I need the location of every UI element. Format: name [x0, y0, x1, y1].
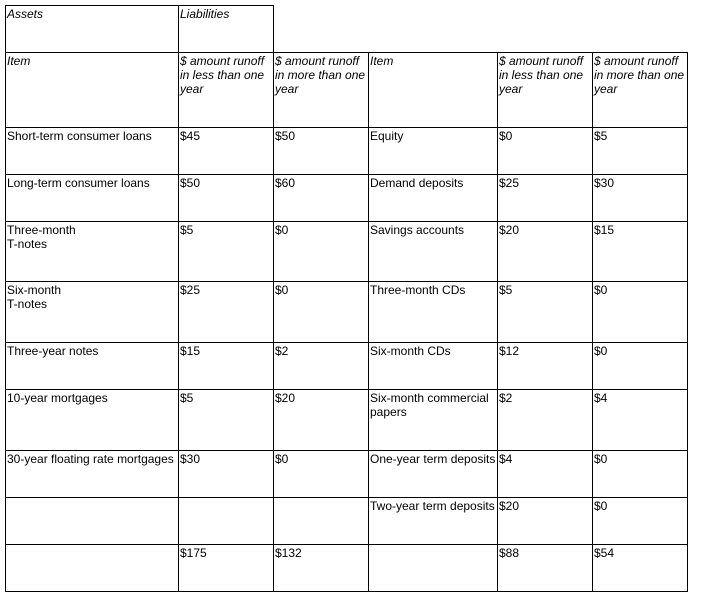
- asset-runoff-less-cell: $45: [178, 127, 274, 175]
- liab-runoff-more-cell: $0: [592, 342, 688, 390]
- liab-item-cell: Demand deposits: [368, 174, 498, 222]
- header-liab-item: Item: [368, 52, 498, 128]
- liab-runoff-less-cell: $4: [497, 450, 593, 498]
- liab-item-cell: [368, 544, 498, 592]
- asset-runoff-more-cell: [273, 497, 369, 545]
- liab-item-cell: Six-month commercial papers: [368, 389, 498, 451]
- header-liab-runoff-less: $ amount runoff in less than one year: [497, 52, 593, 128]
- liab-runoff-less-cell: $2: [497, 389, 593, 451]
- asset-item-cell: Three-month T-notes: [5, 221, 179, 282]
- asset-runoff-more-cell: $50: [273, 127, 369, 175]
- asset-item-cell: Six-month T-notes: [5, 281, 179, 343]
- asset-runoff-less-cell: $30: [178, 450, 274, 498]
- liab-runoff-more-cell: $0: [592, 281, 688, 343]
- asset-runoff-more-cell: $0: [273, 450, 369, 498]
- asset-runoff-more-cell: $60: [273, 174, 369, 222]
- asset-runoff-less-cell: $175: [178, 544, 274, 592]
- asset-runoff-more-cell: $0: [273, 221, 369, 282]
- header-asset-item: Item: [5, 52, 179, 128]
- liab-runoff-less-cell: $0: [497, 127, 593, 175]
- asset-item-cell: [5, 497, 179, 545]
- liab-item-cell: Two-year term deposits: [368, 497, 498, 545]
- asset-runoff-more-cell: $0: [273, 281, 369, 343]
- asset-item-cell: Short-term consumer loans: [5, 127, 179, 175]
- liab-item-cell: Six-month CDs: [368, 342, 498, 390]
- liab-runoff-more-cell: $15: [592, 221, 688, 282]
- liab-runoff-more-cell: $4: [592, 389, 688, 451]
- liab-item-cell: One-year term deposits: [368, 450, 498, 498]
- liab-runoff-less-cell: $20: [497, 497, 593, 545]
- asset-item-cell: Three-year notes: [5, 342, 179, 390]
- header-liab-runoff-more: $ amount runoff in more than one year: [592, 52, 688, 128]
- asset-runoff-less-cell: $15: [178, 342, 274, 390]
- liab-runoff-more-cell: $30: [592, 174, 688, 222]
- header-asset-runoff-less: $ amount runoff in less than one year: [178, 52, 274, 128]
- asset-runoff-more-cell: $132: [273, 544, 369, 592]
- liab-runoff-less-cell: $25: [497, 174, 593, 222]
- liab-runoff-less-cell: $5: [497, 281, 593, 343]
- liab-runoff-less-cell: $12: [497, 342, 593, 390]
- liab-item-cell: Three-month CDs: [368, 281, 498, 343]
- liab-runoff-more-cell: $5: [592, 127, 688, 175]
- asset-item-cell: 10-year mortgages: [5, 389, 179, 451]
- liab-runoff-more-cell: $54: [592, 544, 688, 592]
- asset-runoff-more-cell: $2: [273, 342, 369, 390]
- assets-label: Assets: [5, 5, 179, 53]
- asset-runoff-more-cell: $20: [273, 389, 369, 451]
- liab-item-cell: Savings accounts: [368, 221, 498, 282]
- asset-item-cell: 30-year floating rate mortgages: [5, 450, 179, 498]
- asset-item-cell: Long-term consumer loans: [5, 174, 179, 222]
- liab-runoff-more-cell: $0: [592, 450, 688, 498]
- liab-item-cell: Equity: [368, 127, 498, 175]
- liab-runoff-less-cell: $20: [497, 221, 593, 282]
- asset-runoff-less-cell: $5: [178, 221, 274, 282]
- asset-runoff-less-cell: $5: [178, 389, 274, 451]
- header-asset-runoff-more: $ amount runoff in more than one year: [273, 52, 369, 128]
- liab-runoff-less-cell: $88: [497, 544, 593, 592]
- liabilities-label: Liabilities: [178, 5, 274, 53]
- asset-runoff-less-cell: $50: [178, 174, 274, 222]
- asset-item-cell: [5, 544, 179, 592]
- asset-runoff-less-cell: $25: [178, 281, 274, 343]
- liab-runoff-more-cell: $0: [592, 497, 688, 545]
- asset-runoff-less-cell: [178, 497, 274, 545]
